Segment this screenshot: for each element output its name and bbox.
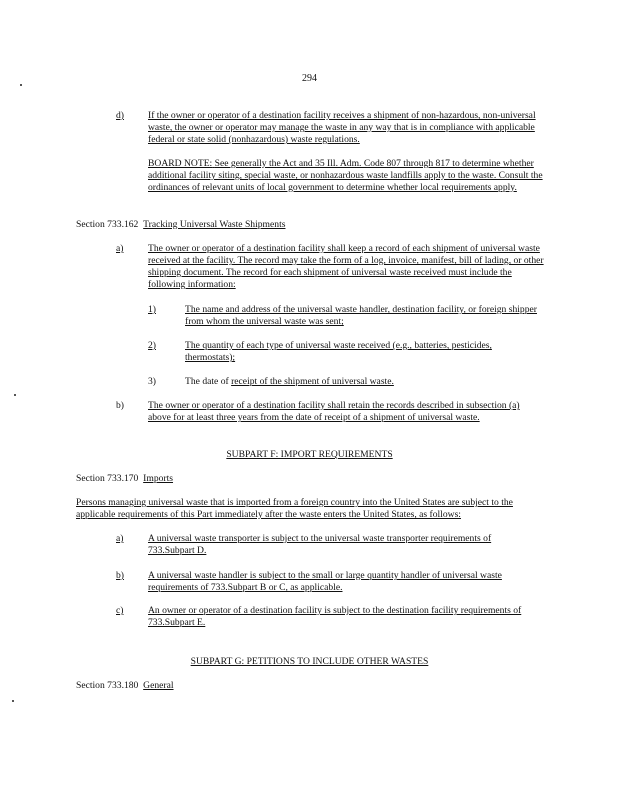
sec162-item1-label: 1) <box>148 304 156 315</box>
section-180-title: General <box>143 680 174 691</box>
sec162-item3-underlined: receipt of the shipment of universal waste. <box>231 376 394 387</box>
sec162-b-paragraph: The owner or operator of a destination facility shall retain the records described in subsection (a) above for at least three years from the date of receipt of a shipment of universal waste. <box>148 400 520 423</box>
sec162-b-label: b) <box>116 400 124 411</box>
sec170-b-text: A universal waste handler is subject to the small or large quantity handler of universal waste requirements of 733.Subpart B or C, as applicable. <box>148 570 502 593</box>
sec162-item3-plain: The date of <box>185 376 232 387</box>
page-number: 294 <box>302 73 317 84</box>
section-170-heading <box>76 473 173 485</box>
sec162-item2-text: The quantity of each type of universal waste received (e.g., batteries, pesticides, thermostats); <box>185 340 492 363</box>
sec170-a-label: a) <box>116 533 124 544</box>
subpart-f-heading: SUBPART F: IMPORT REQUIREMENTS <box>226 449 393 460</box>
sec170-c-text: An owner or operator of a destination facility is subject to the destination facility requirements of 733.Subpart E. <box>148 605 522 628</box>
section-170-number: Section 733.170 <box>76 473 139 484</box>
sec170-b-label: b) <box>116 570 124 581</box>
scan-speck <box>12 700 14 702</box>
sec170-intro: Persons managing universal waste that is imported from a foreign country into the United States are subject to the applicable requirements of this Part immediately after the waste enters the United States, as follows: <box>76 497 513 520</box>
board-note-label: BOARD NOTE: <box>148 158 213 169</box>
scan-speck <box>20 84 22 86</box>
subpart-g-heading: SUBPART G: PETITIONS TO INCLUDE OTHER WASTES <box>190 656 429 667</box>
section-180-number: Section 733.180 <box>76 680 139 691</box>
d-label: d) <box>116 110 124 121</box>
section-170-title: Imports <box>143 473 174 484</box>
scan-speck <box>14 394 16 396</box>
d-paragraph: If the owner or operator of a destination facility receives a shipment of non-hazardous, non-universal waste, the owner or operator may manage the waste in any way that is in compliance with applicable federal or state solid (nonhazardous) waste regulations. <box>148 110 536 145</box>
section-162-heading <box>76 219 285 231</box>
sec162-a-paragraph: The owner or operator of a destination facility shall keep a record of each shipment of universal waste received at the facility. The record may take the form of a log, invoice, manifest, bill of lading, or other shipping document. The record for each shipment of universal waste received must include the following information: <box>148 243 544 290</box>
sec170-a-text: A universal waste transporter is subject to the universal waste transporter requirements of 733.Subpart D. <box>148 533 492 556</box>
sec170-c-label: c) <box>116 605 124 616</box>
board-note-text: See generally the Act and 35 Ill. Adm. Code 807 through 817 to determine whether additional facility siting, special waste, or nonhazardous waste landfills apply to the waste. Consult the ordinances of relevant units of local government to determine whether local requirements apply. <box>148 158 543 193</box>
sec162-item3-text <box>185 376 530 388</box>
section-162-title: Tracking Universal Waste Shipments <box>143 219 286 230</box>
section-180-heading <box>76 680 174 692</box>
sec162-item2-label: 2) <box>148 340 156 351</box>
sec162-a-label: a) <box>116 243 124 254</box>
section-162-number: Section 733.162 <box>76 219 139 230</box>
sec162-item3-label: 3) <box>148 376 156 387</box>
sec162-item1-text: The name and address of the universal waste handler, destination facility, or foreign shipper from whom the universal waste was sent; <box>185 304 537 327</box>
board-note <box>148 158 544 194</box>
